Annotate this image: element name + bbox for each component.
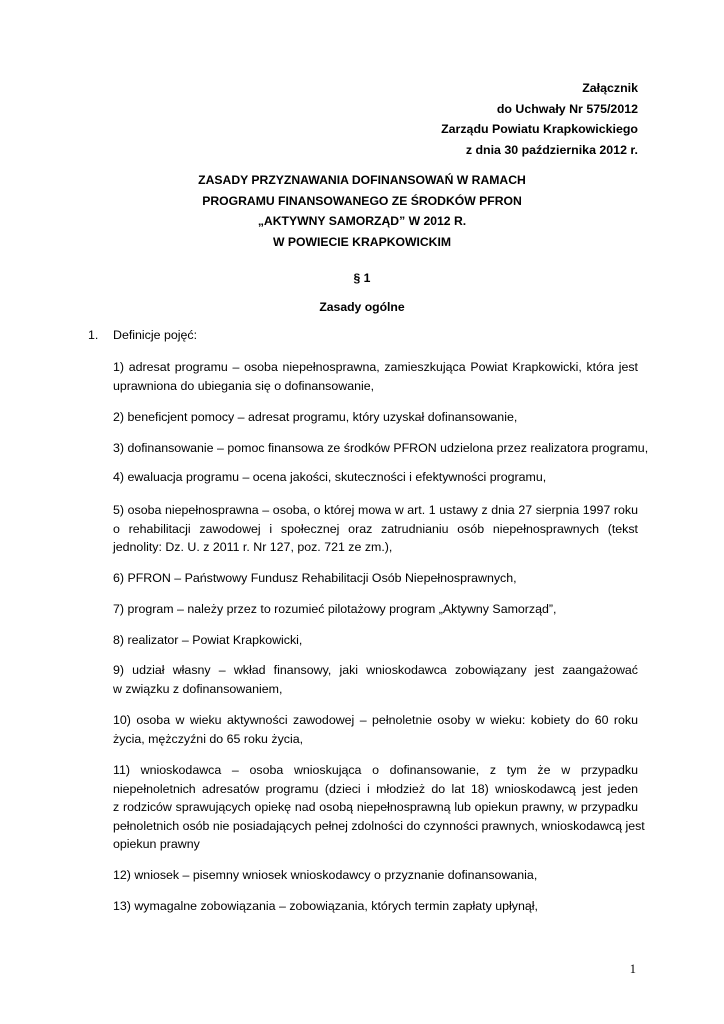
- paragraph-sign: § 1: [353, 271, 371, 285]
- list-heading-text: Definicje pojęć:: [113, 328, 198, 342]
- attachment-label: Załącznik: [582, 81, 638, 95]
- definition-item: [113, 600, 638, 619]
- definition-item: [113, 761, 645, 854]
- title-line-3: „AKTYWNY SAMORZĄD” W 2012 R.: [257, 214, 467, 228]
- definition-line: 10) osoba w wieku aktywności zawodowej – pełnoletnie osoby w wieku: kobiety do 60 roku: [113, 713, 638, 727]
- definition-line: 8) realizator – Powiat Krapkowicki,: [113, 633, 303, 647]
- definition-item: [113, 631, 638, 650]
- definition-line: 12) wniosek – pisemny wniosek wnioskodawcy o przyznanie dofinansowania,: [113, 868, 538, 882]
- document-title: [0, 170, 724, 252]
- issuing-body: Zarządu Powiatu Krapkowickiego: [441, 122, 638, 136]
- definition-line: 13) wymagalne zobowiązania – zobowiązania, których termin zapłaty upłynął,: [113, 899, 538, 913]
- definition-line: w związku z dofinansowaniem,: [113, 681, 283, 696]
- definition-item: [113, 711, 638, 748]
- definition-line: o rehabilitacji zawodowej i społecznej oraz zatrudnianiu osób niepełnosprawnych (tekst: [113, 521, 638, 536]
- definition-line: 4) ewaluacja programu – ocena jakości, skuteczności i efektywności programu,: [113, 470, 547, 484]
- title-line-1: ZASADY PRZYZNAWANIA DOFINANSOWAŃ W RAMACH: [198, 173, 526, 187]
- attachment-header: [441, 78, 638, 160]
- definition-line: pełnoletnich osób nie posiadających pełnej zdolności do czynności prawnych, wnioskodawcą jest: [113, 818, 645, 833]
- title-line-4: W POWIECIE KRAPKOWICKIM: [272, 234, 452, 249]
- definition-item: [113, 408, 638, 427]
- definition-item: [113, 661, 638, 698]
- definition-line: 9) udział własny – wkład finansowy, jaki wnioskodawca zobowiązany jest zaangażować: [113, 663, 638, 677]
- definition-line: 5) osoba niepełnosprawna – osoba, o której mowa w art. 1 ustawy z dnia 27 sierpnia 1997 roku: [113, 503, 638, 517]
- page-number: 1: [629, 962, 636, 976]
- definition-line: 11) wnioskodawca – osoba wnioskująca o dofinansowanie, z tym że w przypadku: [113, 763, 638, 777]
- definition-item: [113, 468, 638, 487]
- definition-item: [113, 897, 638, 916]
- definition-line: 1) adresat programu – osoba niepełnosprawna, zamieszkująca Powiat Krapkowicki, która jest: [113, 360, 638, 374]
- definition-line: jednolity: Dz. U. z 2011 r. Nr 127, poz. 721 ze zm.),: [113, 540, 393, 554]
- definition-line: 6) PFRON – Państwowy Fundusz Rehabilitacji Osób Niepełnosprawnych,: [113, 571, 517, 585]
- definition-item: [113, 501, 638, 557]
- resolution-number: do Uchwały Nr 575/2012: [496, 101, 638, 116]
- definition-line: 7) program – należy przez to rozumieć pilotażowy program „Aktywny Samorząd”,: [113, 602, 557, 616]
- definition-item: [113, 866, 638, 885]
- definition-line: niepełnoletnich adresatów programu (dzieci i młodzież do lat 18) wnioskodawcą jest jeden: [113, 781, 638, 796]
- definition-line: z rodziców sprawujących opiekę nad osobą niepełnosprawną lub opiekun prawny, w przypadku: [113, 800, 638, 814]
- definition-item: [113, 569, 638, 588]
- definition-line: uprawniona do ubiegania się o dofinansowanie,: [113, 378, 375, 393]
- title-line-2: PROGRAMU FINANSOWANEGO ZE ŚRODKÓW PFRON: [202, 193, 522, 208]
- section-title: Zasady ogólne: [319, 300, 405, 314]
- definition-line: 2) beneficjent pomocy – adresat programu, który uzyskał dofinansowanie,: [113, 410, 518, 424]
- definition-item: [113, 358, 638, 395]
- definition-item: [113, 439, 649, 458]
- definition-line: życia, mężczyźni do 65 roku życia,: [113, 731, 304, 746]
- definition-line: 3) dofinansowanie – pomoc finansowa ze środków PFRON udzielona przez realizatora programu,: [113, 441, 649, 455]
- definition-line: opiekun prawny: [113, 837, 200, 851]
- list-number: 1.: [88, 328, 99, 342]
- list-heading: [88, 325, 197, 345]
- resolution-date: z dnia 30 października 2012 r.: [465, 142, 638, 157]
